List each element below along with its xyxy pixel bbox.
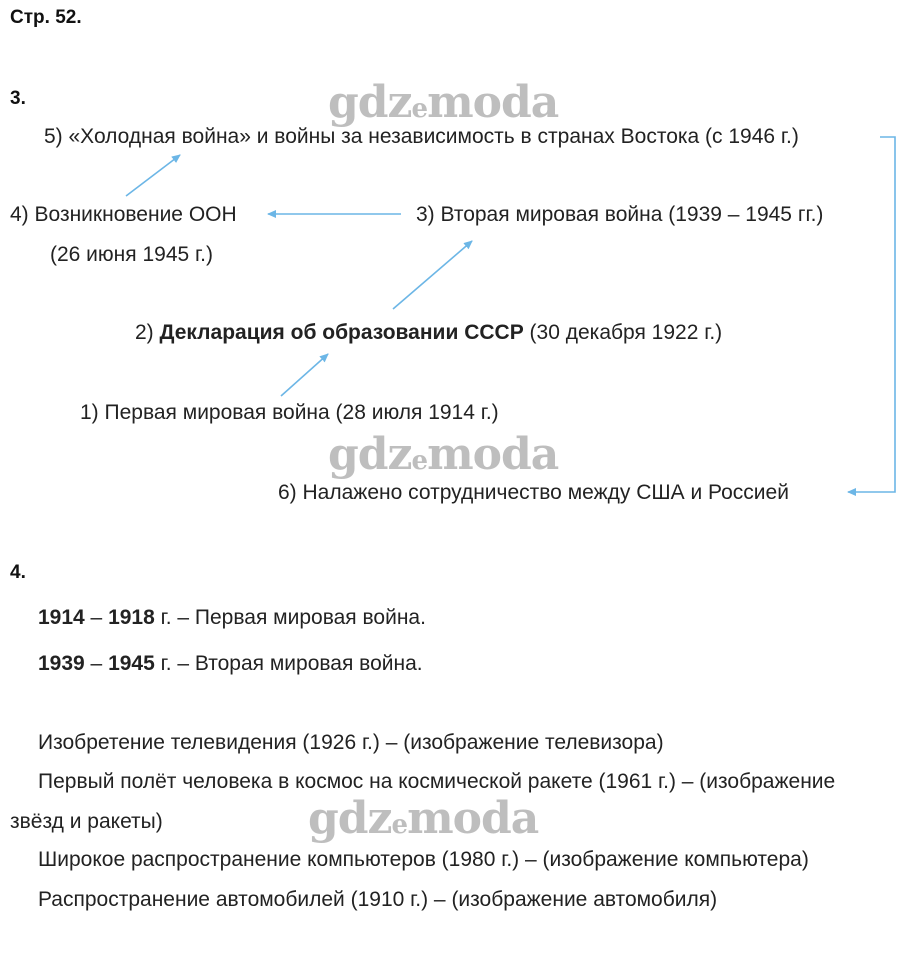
timeline-item-4: 4) Возникновение ООН: [10, 203, 237, 226]
period-start: 1914: [38, 606, 85, 629]
task-3-number: 3.: [10, 88, 26, 109]
task-4-number: 4.: [10, 562, 26, 583]
period-end: 1945: [108, 652, 155, 675]
period-row: [38, 651, 423, 677]
arrow-1-to-2: [281, 354, 328, 396]
invention-line: Изобретение телевидения (1926 г.) – (изображение телевизора): [38, 731, 664, 754]
timeline-item-1: 1) Первая мировая война (28 июля 1914 г.): [80, 401, 499, 424]
timeline-item-4-date: (26 июня 1945 г.): [50, 243, 213, 266]
period-start: 1939: [38, 652, 85, 675]
period-dash: –: [84, 652, 109, 675]
period-end: 1918: [108, 606, 155, 629]
timeline-item-2-date: (30 декабря 1922 г.): [523, 321, 723, 344]
invention-line: Распространение автомобилей (1910 г.) – (изображение автомобиля): [38, 888, 718, 911]
invention-line: Широкое распространение компьютеров (1980 г.) – (изображение компьютера): [38, 848, 809, 871]
period-description: г. – Вторая мировая война.: [154, 652, 423, 675]
period-row: [38, 605, 426, 631]
watermark: gdzemoda: [308, 793, 539, 844]
page-header: Стр. 52.: [10, 7, 82, 28]
arrow-2-to-3: [393, 241, 472, 309]
timeline-item-6: 6) Налажено сотрудничество между США и Россией: [278, 481, 789, 504]
period-dash: –: [84, 606, 109, 629]
invention-line: Первый полёт человека в космос на космической ракете (1961 г.) – (изображение: [38, 770, 836, 793]
watermark: gdzemoda: [328, 429, 559, 480]
timeline-item-2-title: Декларация об образовании СССР: [159, 321, 524, 344]
arrow-4-to-5: [126, 155, 180, 196]
invention-line-continued: звёзд и ракеты): [10, 810, 163, 833]
timeline-item-3: 3) Вторая мировая война (1939 – 1945 гг.): [416, 203, 824, 226]
timeline-item-5: 5) «Холодная война» и войны за независимость в странах Востока (с 1946 г.): [44, 125, 799, 148]
period-description: г. – Первая мировая война.: [154, 606, 426, 629]
watermark: gdzemoda: [328, 77, 559, 128]
arrow-5-to-6: [848, 137, 895, 492]
timeline-item-2-prefix: 2): [135, 321, 160, 344]
